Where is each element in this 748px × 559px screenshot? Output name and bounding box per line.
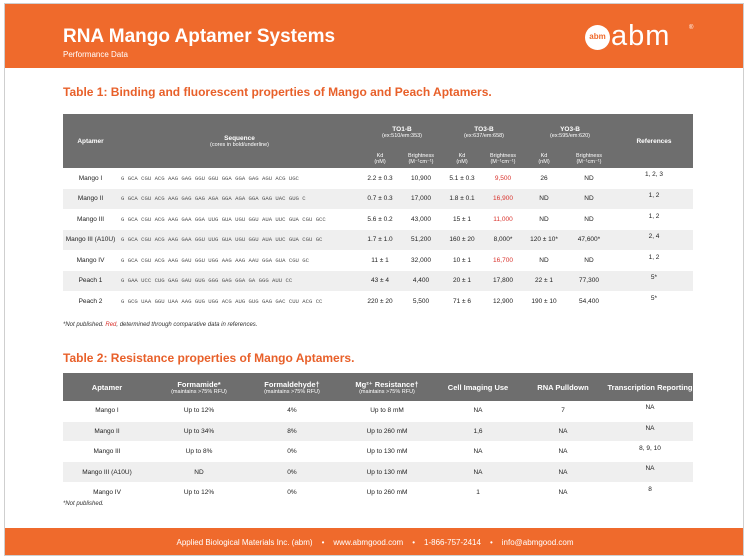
col-yo3-brightness: Brightness (M⁻¹cm⁻¹) (563, 150, 615, 168)
table-row: Mango II Up to 34% 8% Up to 260 mM 1,6 NA NA (63, 421, 693, 441)
col-to3-brightness: Brightness (M⁻¹cm⁻¹) (481, 150, 525, 168)
table2-title: Table 2: Resistance properties of Mango Aptamers. (63, 351, 355, 365)
page-footer (5, 528, 744, 556)
col-cell-imaging: Cell Imaging Use (437, 373, 519, 401)
col-rna-pulldown: RNA Pulldown (519, 373, 607, 401)
table-row: Peach 1 G GAA UCC CUG GAG GAU GUG GGG GAG GGA GA GGG AUU CC 43 ± 4 4,400 20 ± 1 17,800 22 ± 1 77,300 5* (63, 271, 693, 292)
footer-company: Applied Biological Materials Inc. (abm) (176, 538, 313, 547)
table-row: Mango III (A10U) G GCA CGU ACG AAG GAA GGU UUG GUA UGU GGU AUA UUC GUA CGU GC 1.7 ± 1.0 51,200 160 ± 20 8,000* 120 ± 10* 47,600* 2, 4 (63, 230, 693, 251)
table-row: Mango III Up to 8% 0% Up to 130 mM NA NA 8, 9, 10 (63, 442, 693, 462)
col-formaldehyde: Formaldehyde† (maintains >75% RFU) (247, 373, 337, 401)
table1-footnote: *Not published. Red, determined through comparative data in references. (63, 322, 258, 328)
binding-properties-table (63, 114, 693, 312)
page-title: RNA Mango Aptamer Systems (63, 26, 336, 47)
table-row: Mango III G GCA CGU ACG AAG GAA GGA UUG GUA UGU GGU AUA UUC GUA CGU GCC 5.6 ± 0.2 43,000 15 ± 1 11,000 ND ND 1, 2 (63, 209, 693, 230)
page-subtitle: Performance Data (63, 50, 128, 59)
col-mg-resistance: Mg²⁺ Resistance† (maintains >75% RFU) (337, 373, 437, 401)
col-aptamer: Aptamer (63, 114, 118, 168)
footer-website-link[interactable]: www.abmgood.com (333, 538, 404, 547)
col-to3b: TO3-B (ex:637/em:658) (443, 114, 525, 150)
col-to1-kd: Kd (nM) (361, 150, 399, 168)
abm-logo-badge: abm (585, 25, 610, 50)
table-row: Mango I Up to 12% 4% Up to 8 mM NA 7 NA (63, 401, 693, 421)
footer-email-link[interactable]: info@abmgood.com (501, 538, 574, 547)
footer-phone: 1-866-757-2414 (424, 538, 481, 547)
page-header (5, 4, 744, 68)
abm-logo-word: abm (611, 20, 671, 52)
col-to1-brightness: Brightness (M⁻¹cm⁻¹) (399, 150, 443, 168)
document-page (4, 3, 744, 556)
table-row: Mango II G GCA CGU ACG AAG GAG GAG AGA GGA AGA GGA GAG UAC GUG C 0.7 ± 0.3 17,000 1.8 ± 0.1 16,900 ND ND 1, 2 (63, 189, 693, 210)
footer-separator: • (412, 538, 416, 547)
col-yo3-kd: Kd (nM) (525, 150, 563, 168)
col-to1b: TO1-B (ex:510/em:353) (361, 114, 443, 150)
table-row: Mango IV G GCA CGU ACG AAG GAU GGU UGG AAG AAG AAU GGA GUA CGU GC 11 ± 1 32,000 10 ± 1 16,700 ND ND 1, 2 (63, 250, 693, 271)
footer-separator: • (321, 538, 325, 547)
col-references: References (615, 114, 693, 168)
table-row: Mango III (A10U) ND 0% Up to 130 mM NA NA NA (63, 462, 693, 482)
table-row: Mango IV Up to 12% 0% Up to 260 mM 1 NA 8 (63, 482, 693, 502)
abm-logo-trademark: ® (689, 25, 694, 31)
table-row: Peach 2 G GCG UAA GGU UAA AAG GUG UGG ACG AUG GUG GAG GAC CUU ACG CC 220 ± 20 5,500 71 ± 6 12,900 190 ± 10 54,400 5* (63, 291, 693, 312)
footer-separator: • (489, 538, 493, 547)
table2-footnote: *Not published. (63, 501, 104, 507)
col-yo3b: YO3-B (ex:595/em:620) (525, 114, 615, 150)
col-transcription: Transcription Reporting (607, 373, 693, 401)
table-row: Mango I G GCA CGU ACG AAG GAG GGU GGU GGA GGA GAG AGU ACG UGC 2.2 ± 0.3 10,900 5.1 ± 0.3 9,500 26 ND 1, 2, 3 (63, 168, 693, 189)
col-formamide: Formamide* (maintains >75% RFU) (151, 373, 247, 401)
resistance-properties-table (63, 373, 693, 503)
table1-title: Table 1: Binding and fluorescent properties of Mango and Peach Aptamers. (63, 85, 492, 99)
col-sequence: Sequence (cores in bold/underline) (118, 114, 361, 168)
col-aptamer: Aptamer (63, 373, 151, 401)
col-to3-kd: Kd (nM) (443, 150, 481, 168)
